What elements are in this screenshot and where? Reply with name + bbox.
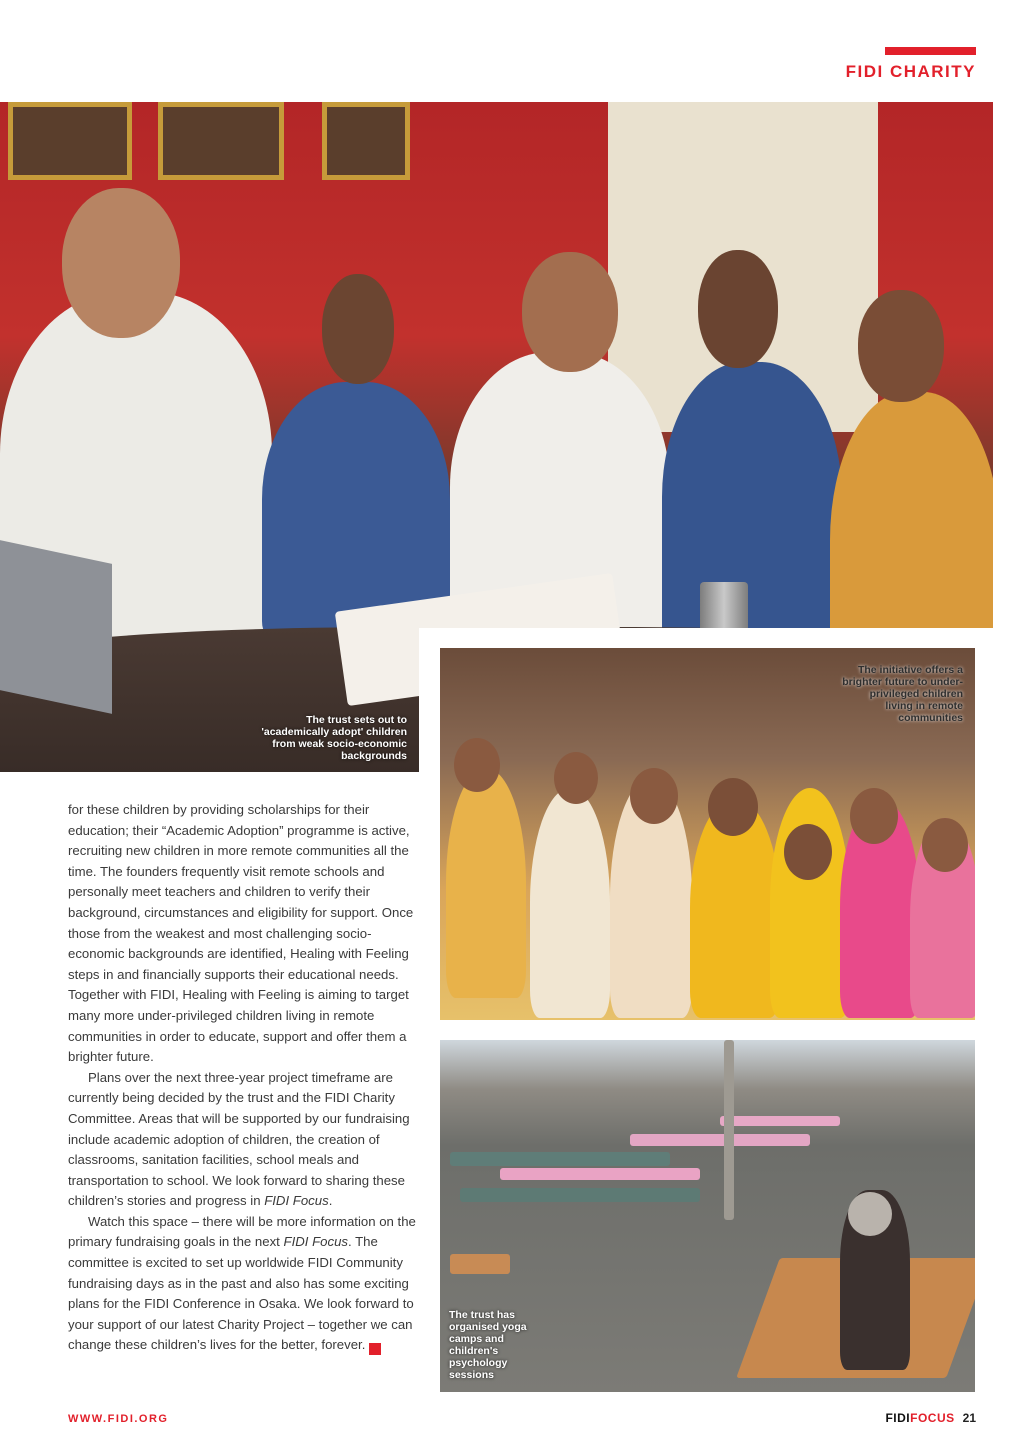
footer-website-link[interactable]: WWW.FIDI.ORG [68,1413,169,1425]
section-accent-bar [885,47,976,55]
hero-photo-caption: The trust sets out to 'academically adopt' children from weak socio-economic backgrounds [261,714,407,762]
section-title: FIDI CHARITY [845,62,976,81]
brand-focus: FOCUS [910,1411,955,1425]
children-photo-caption: The initiative offers a brighter future to under-privileged children living in remote communities [842,664,963,724]
brand-fidi: FIDI [885,1411,911,1425]
article-body [68,800,420,1356]
article-paragraph-2: Plans over the next three-year project timeframe are currently being decided by the trust and the FIDI Charity Committee. Areas that will be supported by our fundraising include academic adoption of children, the creation of classrooms, sanitation facilities, school meals and transportation to school. We look forward to sharing these children’s stories and progress in FIDI Focus. [68,1069,410,1209]
article-paragraph-3: Watch this space – there will be more information on the primary fundraising goals in the next FIDI Focus. The committee is excited to set up worldwide FIDI Community fundraising days as in the past and also has some exciting plans for the FIDI Conference in Osaka. We look forward to your support of our latest Charity Project – together we can change these children’s lives for the better, forever. FF [68,1212,420,1356]
article-paragraph-1: for these children by providing scholarships for their education; their “Academic Adoption” programme is active, recruiting new children in more remote communities all the time. The founders frequently visit remote schools and personally meet teachers and children to verify their background, circumstances and eligibility for support. Once those from the weakest and most challenging socio-economic backgrounds are identified, Healing with Feeling steps in and financially supports their educational needs. Together with FIDI, Healing with Feeling is aiming to target many more under-privileged children living in remote communities in order to educate, support and offer them a brighter future. [68,802,414,1065]
end-mark-icon: FF [369,1343,381,1355]
footer-brand [885,1411,976,1425]
yoga-photo-caption: The trust has organised yoga camps and children's psychology sessions [449,1309,527,1381]
page-number: 21 [962,1411,976,1425]
